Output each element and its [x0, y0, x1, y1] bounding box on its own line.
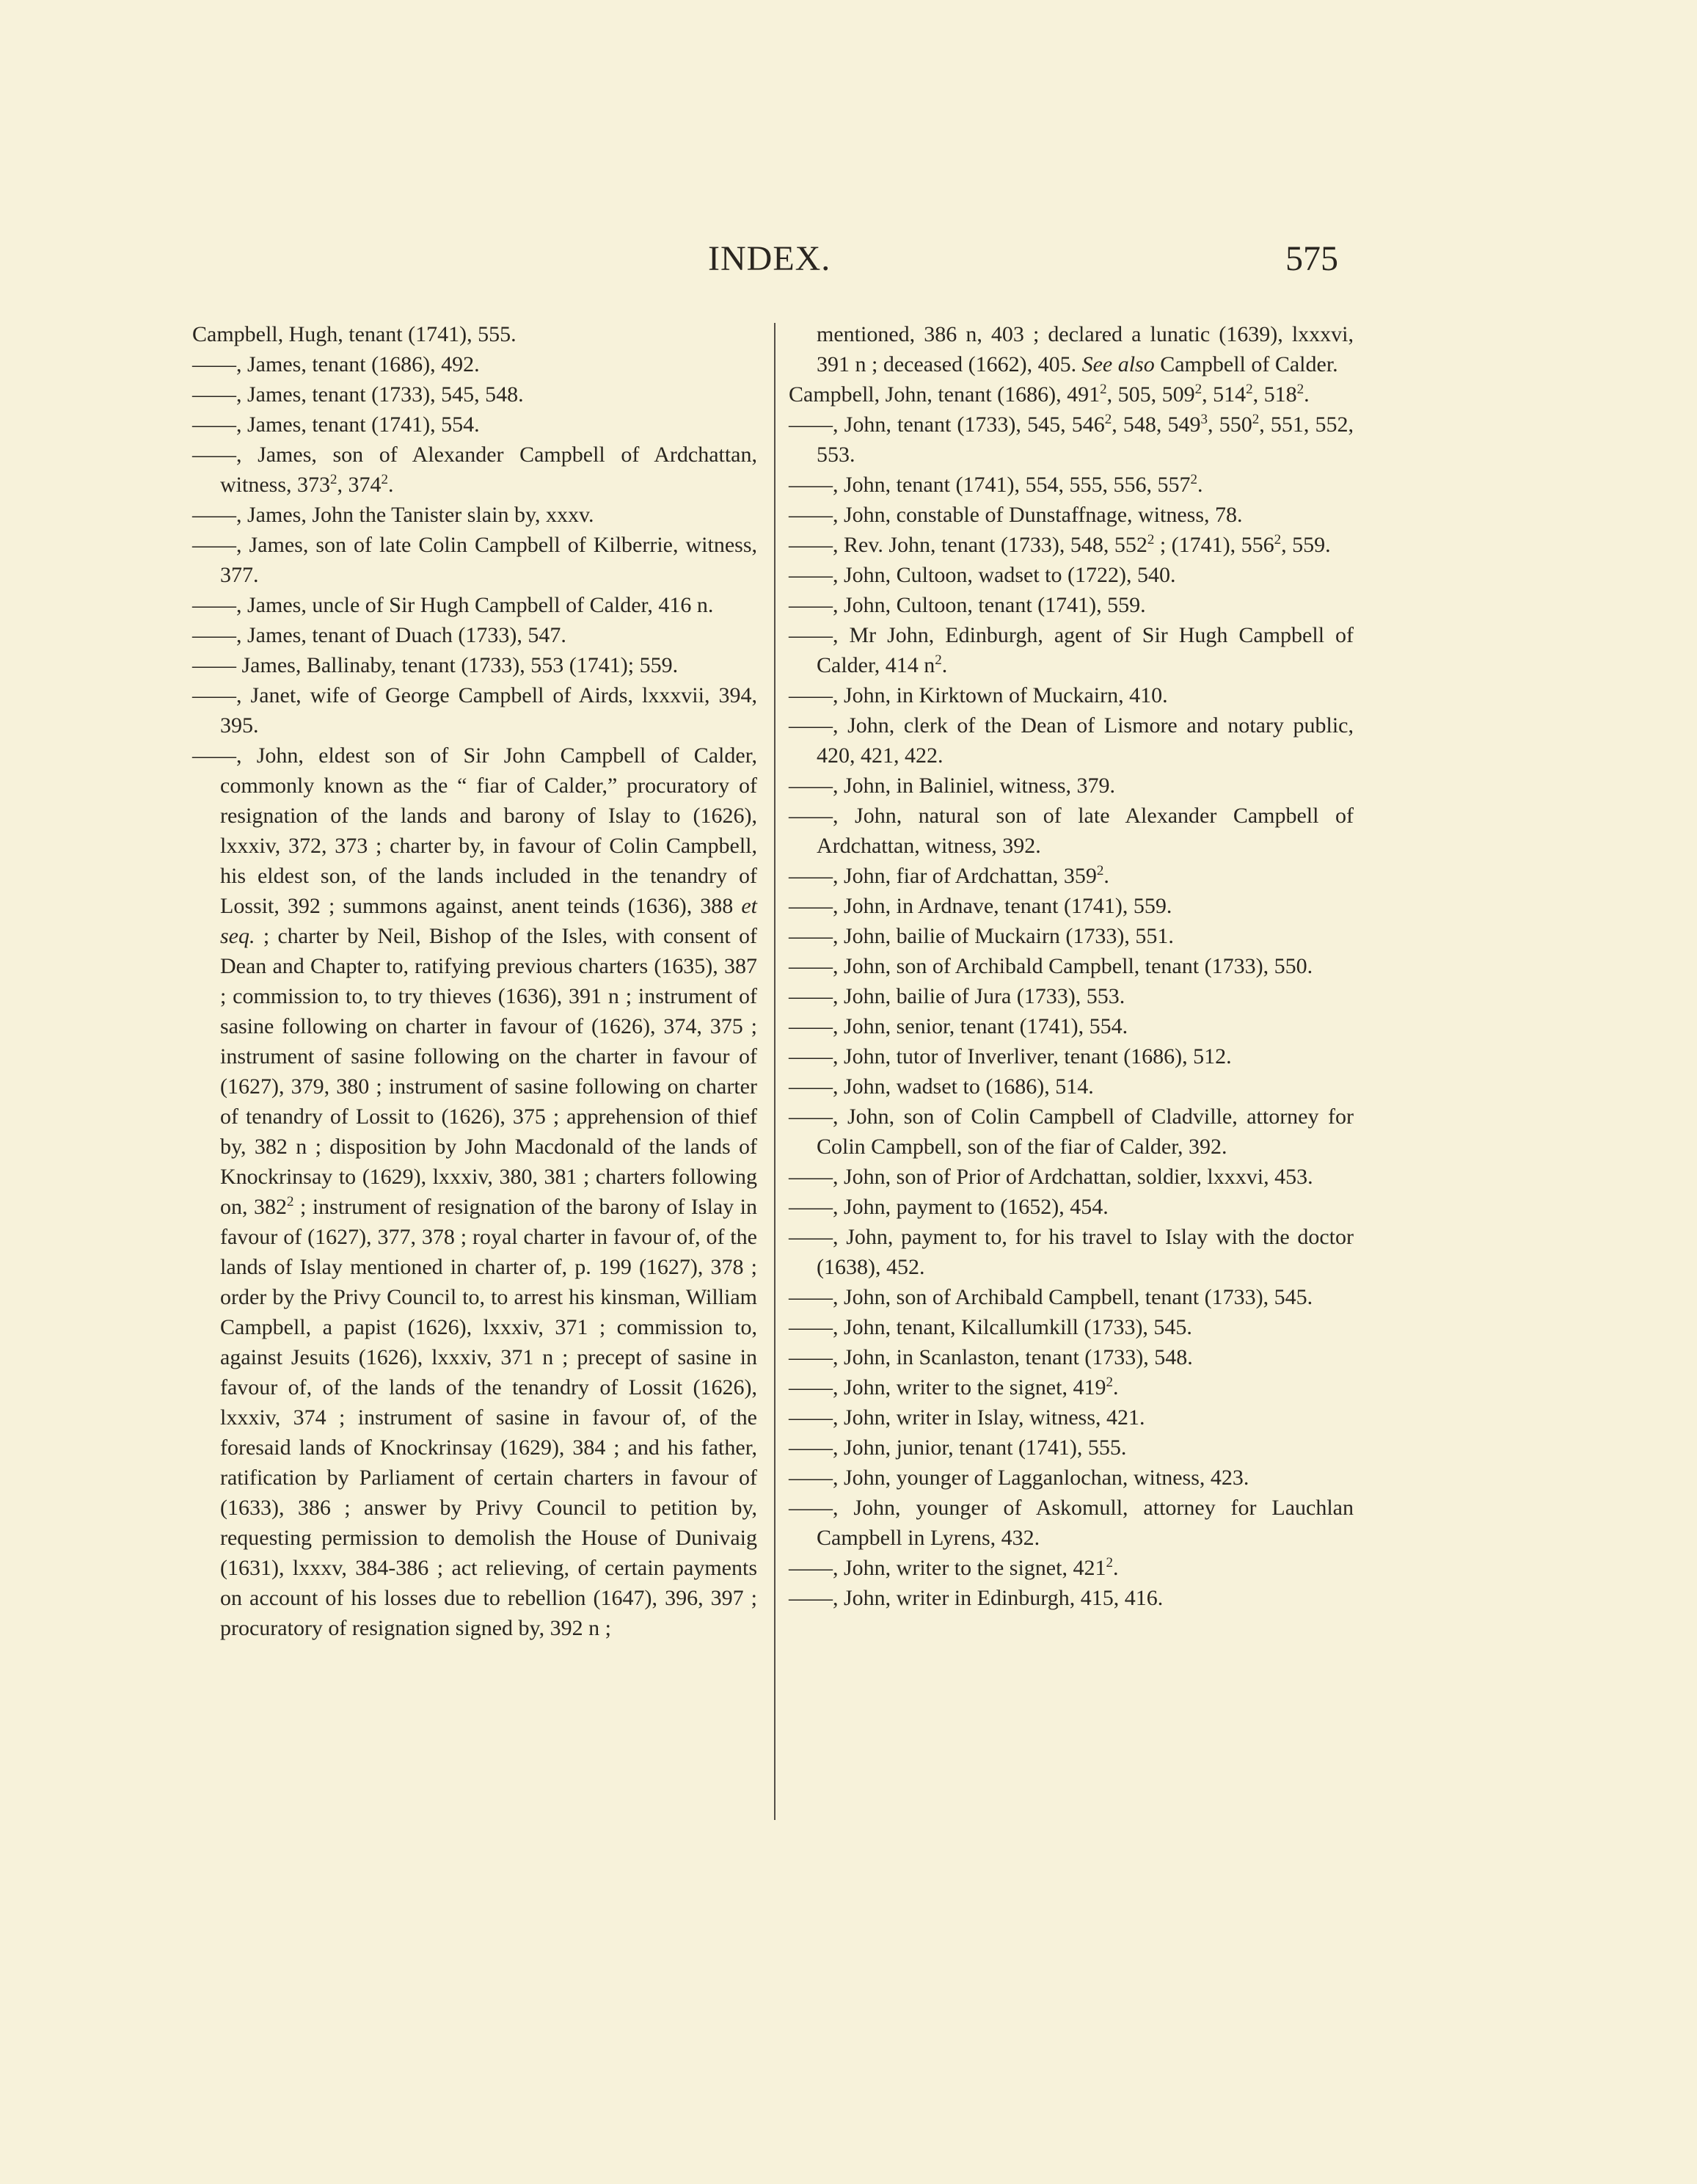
superscript: 3: [1200, 412, 1208, 427]
index-entry: [192, 590, 757, 620]
entry-text: , 514: [1202, 382, 1247, 407]
index-entry: [789, 1011, 1354, 1041]
entry-text: ——, Mr John, Edinburgh, agent of Sir Hugh Campbell of Calder, 414 n: [789, 623, 1354, 677]
superscript: 2: [1296, 382, 1304, 397]
index-entry: [789, 1192, 1354, 1222]
superscript: 2: [1096, 863, 1104, 878]
running-title: INDEX.: [708, 239, 831, 278]
entry-text: , 550: [1208, 412, 1252, 437]
entry-text: ——, John, writer in Edinburgh, 415, 416.: [789, 1586, 1164, 1610]
superscript: 2: [1104, 412, 1112, 427]
superscript: 2: [381, 472, 388, 487]
entry-text: .: [1197, 473, 1203, 497]
entry-text: ——, John, tenant, Kilcallumkill (1733), 545.: [789, 1315, 1192, 1339]
superscript: 2: [1106, 1375, 1113, 1390]
entry-text: ——, John, clerk of the Dean of Lismore and notary public, 420, 421, 422.: [789, 713, 1354, 768]
index-entry: [789, 1342, 1354, 1372]
entry-text: ——, John, tenant (1741), 554, 555, 556, 557: [789, 473, 1191, 497]
index-entry: [789, 1162, 1354, 1192]
entry-text: ——, John, writer in Islay, witness, 421.: [789, 1405, 1145, 1430]
entry-text: ; instrument of resignation of the barony of Islay in favour of (1627), 377, 378 ; royal charter in favour of, of the lands of Islay mentioned in charter of, p. 199 (1627), 378 ; order by the Privy Council to, to arrest his kinsman, William Campbell, a papist (1626), lxxxiv, 371 ; commission to, against Jesuits (1626), lxxxiv, 371 n ; precept of sasine in favour of, of the lands of the tenandry of Lossit (1626), lxxxiv, 374 ; instrument of sasine in favour of, of the foresaid lands of Knockrinsay (1629), 384 ; and his father, ratification by Parliament of certain charters in favour of (1633), 386 ; answer by Privy Council to petition by, requesting permission to demolish the House of Dunivaig (1631), lxxxv, 384-386 ; act relieving, of certain payments on account of his losses due to rebellion (1647), 396, 397 ; procuratory of resignation signed by, 392 n ;: [220, 1195, 757, 1640]
italic-text: et seq.: [220, 894, 757, 948]
index-entry: [789, 620, 1354, 680]
entry-text: ——, James, tenant (1686), 492.: [192, 352, 480, 376]
entry-text: ——, John, tenant (1733), 545, 546: [789, 412, 1105, 437]
entry-text: ——, John, eldest son of Sir John Campbell of Calder, commonly known as the “ fiar of Calder,” procuratory of resignation of the lands and barony of Islay to (1626), lxxxiv, 372, 373 ; charter by, in favour of Colin Campbell, his eldest son, of the lands included in the tenandry of Lossit, 392 ; summons against, anent teinds (1636), 388: [192, 743, 757, 918]
entry-text: ——, John, writer to the signet, 421: [789, 1556, 1106, 1580]
index-entry: [789, 771, 1354, 801]
entry-text: ——, James, tenant of Duach (1733), 547.: [192, 623, 566, 647]
superscript: 2: [330, 472, 337, 487]
index-entry: [789, 710, 1354, 771]
entry-text: ——, John, payment to (1652), 454.: [789, 1195, 1109, 1219]
index-entry: [789, 921, 1354, 951]
entry-text: ——, John, in Ardnave, tenant (1741), 559.: [789, 894, 1172, 918]
page-header: [0, 239, 1697, 283]
entry-text: ——, Rev. John, tenant (1733), 548, 552: [789, 533, 1147, 557]
superscript: 2: [1194, 382, 1203, 397]
entry-text: ——, John, payment to, for his travel to Islay with the doctor (1638), 452.: [789, 1225, 1354, 1279]
entry-text: ——, John, bailie of Jura (1733), 553.: [789, 984, 1125, 1008]
index-entry: [789, 1372, 1354, 1402]
index-entry: [789, 1041, 1354, 1071]
index-entry: [192, 410, 757, 440]
entry-text: ; (1741), 556: [1154, 533, 1274, 557]
index-entry: [789, 1433, 1354, 1463]
index-entry: [789, 319, 1354, 379]
italic-text: See also: [1081, 352, 1155, 376]
entry-text: , 505, 509: [1106, 382, 1195, 407]
entry-text: ——, John, wadset to (1686), 514.: [789, 1074, 1094, 1099]
entry-text: , 559.: [1281, 533, 1331, 557]
entry-text: ——, James, son of Alexander Campbell of Ardchattan, witness, 373: [192, 443, 757, 497]
index-entry: [789, 590, 1354, 620]
entry-text: ——, John, junior, tenant (1741), 555.: [789, 1435, 1127, 1460]
entry-text: ——, John, bailie of Muckairn (1733), 551.: [789, 924, 1174, 948]
page-number: 575: [1285, 239, 1338, 278]
entry-text: .: [941, 653, 948, 677]
entry-text: ——, John, son of Prior of Ardchattan, soldier, lxxxvi, 453.: [789, 1165, 1313, 1189]
entry-text: ——, John, in Baliniel, witness, 379.: [789, 774, 1115, 798]
index-entry: [789, 379, 1354, 410]
entry-text: Campbell, Hugh, tenant (1741), 555.: [192, 322, 517, 346]
entry-text: ——, John, natural son of late Alexander Campbell of Ardchattan, witness, 392.: [789, 804, 1354, 858]
superscript: 2: [287, 1194, 294, 1209]
superscript: 2: [1190, 472, 1197, 487]
index-entry: [789, 861, 1354, 891]
entry-text: ——, John, son of Archibald Campbell, tenant (1733), 545.: [789, 1285, 1313, 1309]
entry-text: .: [1304, 382, 1310, 407]
superscript: 2: [1147, 532, 1155, 547]
entry-text: ——, James, uncle of Sir Hugh Campbell of Calder, 416 n.: [192, 593, 714, 617]
index-entry: [789, 470, 1354, 500]
column-divider: [774, 323, 775, 1820]
right-column: [789, 319, 1354, 1613]
entry-text: ——, John, constable of Dunstaffnage, witness, 78.: [789, 503, 1243, 527]
index-entry: [192, 530, 757, 590]
index-entry: [192, 379, 757, 410]
index-entry: [192, 650, 757, 680]
entry-text: ——, John, Cultoon, wadset to (1722), 540.: [789, 563, 1176, 587]
entry-text: ——, John, son of Colin Campbell of Cladville, attorney for Colin Campbell, son of the fiar of Calder, 392.: [789, 1104, 1354, 1159]
index-entry: [789, 1312, 1354, 1342]
index-entry: [789, 1222, 1354, 1282]
index-entry: [789, 1493, 1354, 1553]
index-entry: [192, 620, 757, 650]
entry-text: ——, James, John the Tanister slain by, xxxv.: [192, 503, 594, 527]
index-entry: [789, 951, 1354, 981]
superscript: 2: [1274, 532, 1282, 547]
entry-text: ——, John, younger of Lagganlochan, witness, 423.: [789, 1466, 1249, 1490]
index-entry: [789, 560, 1354, 590]
index-entry: [789, 801, 1354, 861]
entry-text: ——, James, son of late Colin Campbell of Kilberrie, witness, 377.: [192, 533, 757, 587]
entry-text: Campbell of Calder.: [1154, 352, 1338, 376]
superscript: 2: [1252, 412, 1260, 427]
index-entry: [789, 1402, 1354, 1433]
index-entry: [192, 319, 757, 349]
index-entry: [192, 500, 757, 530]
index-entry: [789, 1583, 1354, 1613]
entry-text: .: [388, 473, 394, 497]
index-entry: [789, 500, 1354, 530]
entry-text: ——, John, senior, tenant (1741), 554.: [789, 1014, 1128, 1038]
entry-text: ——, John, younger of Askomull, attorney for Lauchlan Campbell in Lyrens, 432.: [789, 1496, 1354, 1550]
index-entry: [789, 891, 1354, 921]
entry-text: ——, John, in Scanlaston, tenant (1733), 548.: [789, 1345, 1193, 1369]
index-entry: [789, 981, 1354, 1011]
index-entry: [789, 1102, 1354, 1162]
entry-text: ——, John, son of Archibald Campbell, tenant (1733), 550.: [789, 954, 1313, 978]
entry-text: mentioned, 386 n, 403 ; declared a lunatic (1639), lxxxvi, 391 n ; deceased (1662), 405.: [817, 322, 1354, 376]
index-entry: [789, 1463, 1354, 1493]
index-entry: [192, 740, 757, 1643]
entry-text: ——, John, in Kirktown of Muckairn, 410.: [789, 683, 1168, 707]
superscript: 2: [935, 652, 942, 668]
entry-text: .: [1103, 864, 1109, 888]
index-entry: [789, 530, 1354, 560]
superscript: 2: [1106, 1555, 1113, 1570]
entry-text: ——, Janet, wife of George Campbell of Airds, lxxxvii, 394, 395.: [192, 683, 757, 738]
entry-text: ——, James, tenant (1741), 554.: [192, 412, 480, 437]
entry-text: , 548, 549: [1112, 412, 1201, 437]
entry-text: ——, John, writer to the signet, 419: [789, 1375, 1106, 1399]
entry-text: —— James, Ballinaby, tenant (1733), 553 (1741); 559.: [192, 653, 679, 677]
index-entry: [192, 349, 757, 379]
index-entry: [192, 680, 757, 740]
entry-text: ——, John, fiar of Ardchattan, 359: [789, 864, 1097, 888]
entry-text: , 518: [1252, 382, 1297, 407]
entry-text: Campbell, John, tenant (1686), 491: [789, 382, 1101, 407]
entry-text: , 374: [337, 473, 382, 497]
entry-text: ——, James, tenant (1733), 545, 548.: [192, 382, 524, 407]
index-entry: [789, 1282, 1354, 1312]
index-entry: [789, 410, 1354, 470]
index-entry: [789, 680, 1354, 710]
superscript: 2: [1100, 382, 1107, 397]
index-entry: [789, 1071, 1354, 1102]
left-column: [192, 319, 757, 1643]
entry-text: ——, John, tutor of Inverliver, tenant (1686), 512.: [789, 1044, 1232, 1069]
entry-text: , 551, 552, 553.: [817, 412, 1354, 467]
entry-text: .: [1112, 1375, 1119, 1399]
entry-text: ——, John, Cultoon, tenant (1741), 559.: [789, 593, 1146, 617]
index-entry: [192, 440, 757, 500]
entry-text: .: [1112, 1556, 1119, 1580]
index-entry: [789, 1553, 1354, 1583]
superscript: 2: [1246, 382, 1253, 397]
entry-text: ; charter by Neil, Bishop of the Isles, with consent of Dean and Chapter to, ratifying previous charters (1635), 387 ; commission to, to try thieves (1636), 391 n ; instrument of sasine following on charter in favour of (1626), 374, 375 ; instrument of sasine following on the charter in favour of (1627), 379, 380 ; instrument of sasine following on charter of tenandry of Lossit to (1626), 375 ; apprehension of thief by, 382 n ; disposition by John Macdonald of the lands of Knockrinsay to (1629), lxxxiv, 380, 381 ; charters following on, 382: [220, 924, 757, 1219]
